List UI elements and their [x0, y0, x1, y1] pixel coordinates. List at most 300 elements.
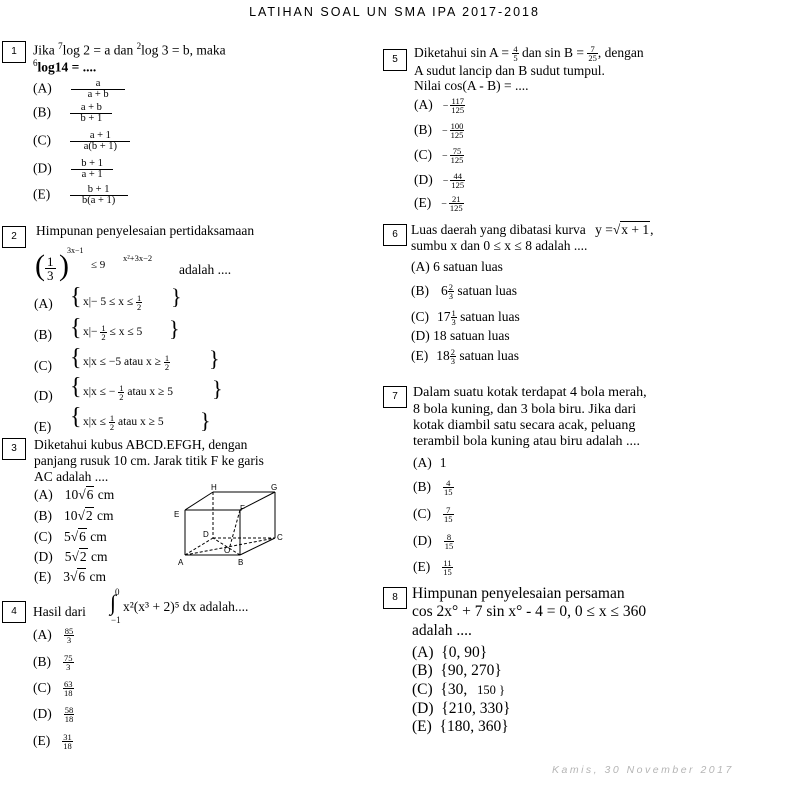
comma: ,: [650, 222, 654, 237]
sqrt-sign: √: [70, 529, 79, 544]
fraction: [62, 733, 73, 750]
q1-base-2: 2: [136, 41, 142, 51]
denominator: 3: [448, 291, 453, 302]
option-label: (A): [34, 296, 53, 311]
denominator: 15: [444, 514, 453, 525]
coefficient: 5: [64, 529, 71, 544]
denominator: 2: [164, 362, 170, 372]
fraction: [70, 131, 130, 152]
denominator: 2: [137, 302, 142, 312]
q8-stem-line1: Himpunan penyelesaian persaman: [412, 585, 625, 602]
minus-sign: −: [442, 176, 449, 187]
q4-option-a[interactable]: [33, 627, 74, 644]
option-label: (D): [34, 549, 53, 564]
q1-stem-d: log14 = ....: [37, 59, 97, 75]
q1-stem-c: log 3 = b, maka: [141, 42, 226, 58]
exponent-1: 3x−1: [67, 246, 84, 255]
option-label: (C): [412, 681, 433, 698]
q8-stem-line3: adalah ....: [412, 622, 472, 639]
option-label: (E): [411, 348, 429, 363]
set-text: x|x ≤ −5 atau x ≥: [83, 356, 161, 369]
q4-option-e[interactable]: [33, 733, 73, 750]
denominator: b + 1: [80, 113, 103, 124]
coefficient: 3: [63, 569, 70, 584]
denominator: a + 1: [81, 169, 103, 180]
denominator: a(b + 1): [83, 141, 118, 152]
edge-ad: [185, 538, 213, 555]
numerator: 58: [64, 705, 74, 716]
option-label: (E): [34, 569, 52, 584]
q6-option-e[interactable]: [411, 348, 519, 365]
option-label: (D): [413, 533, 432, 548]
le-nine: ≤ 9: [91, 259, 106, 271]
q3-option-b[interactable]: [34, 508, 114, 524]
fraction: [70, 185, 128, 206]
denominator: 18: [64, 688, 73, 699]
option-label: (C): [33, 132, 51, 148]
q5-stem-a: Diketahui sin A =: [414, 45, 509, 60]
numerator: 7: [443, 506, 454, 515]
paren-close: ): [59, 249, 69, 282]
fraction: [448, 283, 454, 300]
page-title: LATIHAN SOAL UN SMA IPA 2017-2018: [249, 5, 540, 19]
q7-option-b[interactable]: [413, 479, 454, 496]
q4-option-c[interactable]: [33, 680, 74, 697]
fraction: [109, 414, 115, 431]
whole: 6: [433, 259, 440, 274]
numerator: 75: [450, 147, 465, 156]
q7-option-d[interactable]: [413, 533, 454, 550]
brace-open: {: [70, 374, 82, 400]
sqrt-sign: √: [77, 508, 85, 523]
numerator: a + 1: [70, 131, 130, 142]
q1-base-7: 7: [58, 41, 63, 51]
q8-option-c[interactable]: [412, 681, 505, 699]
option-label: (C): [34, 358, 52, 373]
q3-option-e[interactable]: [34, 569, 106, 585]
segment-fo: [230, 510, 240, 546]
q4-stem: [33, 588, 333, 628]
set-text-after: ≤ x ≤ 5: [109, 326, 143, 339]
fraction: [71, 79, 125, 100]
brace-close: }: [212, 376, 223, 401]
q5-stem-line1: [414, 45, 644, 62]
numerator: b + 1: [71, 159, 113, 170]
label-f: F: [240, 504, 245, 513]
set-text: x|−: [83, 326, 98, 339]
fraction: [164, 354, 170, 371]
numerator: b + 1: [70, 185, 128, 196]
q6-stem-a: Luas daerah yang dibatasi kurva: [411, 222, 586, 237]
integrand: x²(x³ + 2)⁵ dx adalah....: [123, 599, 249, 614]
label-h: H: [211, 483, 217, 492]
option-label: (D): [34, 388, 53, 403]
numerator: 1: [119, 383, 124, 393]
q8-option-a[interactable]: [412, 644, 487, 662]
question-number-8: 8: [383, 587, 407, 609]
question-number-3: 3: [2, 438, 26, 460]
q6-stem-line2: sumbu x dan 0 ≤ x ≤ 8 adalah ....: [411, 238, 588, 253]
denominator: a + b: [87, 89, 109, 100]
q3-stem-line2: panjang rusuk 10 cm. Jarak titik F ke garis: [34, 453, 264, 468]
option-label: (E): [34, 419, 52, 434]
question-number-6: 6: [383, 224, 407, 246]
label-d: D: [203, 530, 209, 539]
q1-stem-b: log 2 = a dan: [62, 42, 134, 58]
denominator: 3: [47, 268, 54, 283]
set-text-after: atau x ≥ 5: [127, 386, 173, 399]
whole: 17: [437, 309, 451, 324]
q5-option-c[interactable]: [414, 147, 464, 164]
option-text: {90, 270}: [440, 662, 502, 679]
q5-option-b[interactable]: [414, 122, 464, 139]
fraction: [100, 324, 106, 341]
whole: 6: [441, 283, 448, 298]
q7-stem-line3: kotak diambil satu secara acak, peluang: [413, 418, 636, 433]
fraction: [443, 506, 454, 523]
q5-stem-b: dan sin B =: [522, 45, 584, 60]
numerator: 1: [109, 413, 115, 423]
integral-sign: ∫: [110, 590, 117, 615]
set-expression: [83, 294, 142, 311]
q7-option-e[interactable]: [413, 559, 453, 576]
fraction: [443, 479, 454, 496]
option-label: (A): [33, 627, 52, 642]
option-label: (E): [33, 733, 51, 748]
integral-lower: −1: [111, 615, 121, 625]
q3-option-d[interactable]: [34, 549, 108, 565]
option-label: (D): [33, 160, 52, 176]
question-number-7: 7: [383, 386, 407, 408]
option-label: (A): [34, 487, 53, 502]
radicand: 6: [78, 569, 86, 584]
radicand: 6: [86, 487, 94, 502]
fraction: [70, 103, 112, 124]
q5-stem-line2: A sudut lancip dan B sudut tumpul.: [414, 63, 605, 78]
option-label: (E): [412, 718, 432, 735]
sqrt-sign: √: [71, 549, 79, 564]
option-text: {0, 90}: [441, 644, 488, 661]
numerator: 7: [587, 45, 598, 54]
unit: satuan luas: [443, 259, 503, 274]
numerator: 1: [451, 308, 456, 319]
denominator: b(a + 1): [81, 195, 116, 206]
fraction: [450, 122, 465, 139]
fraction: [444, 533, 455, 550]
q2-tail: adalah ....: [179, 262, 232, 277]
fraction: [450, 172, 465, 189]
q1-option-a[interactable]: [33, 79, 125, 100]
option-label: (A): [33, 80, 52, 96]
option-label: (A): [412, 644, 434, 661]
option-label: (D): [411, 328, 430, 343]
option-label: (B): [414, 122, 432, 137]
option-text: {30,: [440, 681, 468, 698]
sqrt-sign: √: [612, 222, 621, 237]
fraction: [136, 294, 142, 311]
label-c: C: [277, 533, 283, 542]
set-expression: [83, 384, 173, 401]
q5-stem-line3: Nilai cos(A - B) = ....: [414, 78, 529, 93]
edge-fg: [240, 492, 275, 510]
fraction: [64, 706, 75, 723]
numerator: 2: [450, 347, 455, 358]
fraction: [442, 559, 453, 576]
integral-upper: 0: [115, 587, 120, 597]
q3-stem-line1: Diketahui kubus ABCD.EFGH, dengan: [34, 437, 248, 452]
brace-close: }: [171, 284, 182, 309]
brace-close: }: [169, 316, 180, 341]
option-label: (A): [411, 259, 430, 274]
fraction-sin-a: [512, 45, 518, 62]
set-expression: [83, 354, 170, 371]
q1-option-b[interactable]: [33, 103, 112, 124]
q3-option-a[interactable]: [34, 487, 114, 503]
sqrt-sign: √: [70, 569, 78, 584]
q4-option-b[interactable]: [33, 654, 74, 671]
denominator: 15: [444, 487, 453, 498]
whole: 1: [439, 455, 447, 470]
exponent-2: x²+3x−2: [123, 253, 153, 263]
q7-stem-line2: 8 bola kuning, dan 3 bola biru. Jika dari: [413, 402, 637, 417]
radicand: x + 1: [621, 222, 650, 237]
denominator: 18: [63, 741, 72, 752]
option-label: (D): [414, 172, 433, 187]
set-expression: [83, 414, 164, 431]
option-label: (B): [33, 104, 51, 120]
numerator: 75: [64, 653, 73, 664]
denominator: 18: [64, 714, 74, 725]
numerator: 100: [450, 121, 464, 132]
q5-stem-c: , dengan: [597, 45, 644, 60]
brace-open: {: [70, 315, 82, 341]
denominator: 3: [450, 356, 455, 367]
brace-open: {: [70, 345, 82, 371]
q3-option-c[interactable]: [34, 529, 107, 545]
q2-stem: Himpunan penyelesaian pertidaksamaan: [36, 223, 255, 238]
denominator: 25: [588, 53, 597, 64]
fraction: [451, 309, 457, 326]
fraction: [63, 680, 74, 697]
minus-sign: −: [441, 199, 447, 210]
brace-close: }: [209, 346, 220, 371]
option-label: (E): [413, 559, 431, 574]
sqrt-sign: √: [78, 487, 86, 502]
option-label: (B): [34, 508, 52, 523]
numerator: 4: [443, 479, 454, 488]
denominator: 3: [66, 662, 71, 673]
label-o: O: [224, 546, 231, 555]
option-text: {210, 330}: [441, 700, 511, 717]
numerator: 4: [513, 44, 518, 55]
denominator: 125: [449, 203, 463, 214]
denominator: 125: [451, 105, 465, 116]
fraction: [450, 97, 465, 114]
coefficient: 5: [64, 549, 72, 564]
radicand: 2: [85, 508, 93, 523]
denominator: 2: [109, 422, 115, 432]
denominator: 15: [443, 567, 452, 578]
label-b: B: [238, 558, 244, 567]
option-label: (E): [33, 186, 51, 202]
q4-stem-text: Hasil dari: [33, 604, 86, 619]
numerator: 44: [450, 172, 465, 181]
option-label: (B): [412, 662, 433, 679]
fraction: [449, 195, 464, 212]
denominator: 125: [450, 130, 464, 141]
q5-option-a[interactable]: [414, 97, 465, 114]
fraction: [118, 384, 124, 401]
option-label: (D): [33, 706, 52, 721]
option-text: {180, 360}: [439, 718, 509, 735]
q6-option-c[interactable]: [411, 309, 520, 326]
denominator: 125: [450, 155, 464, 166]
coefficient: 10: [64, 508, 78, 523]
numerator: 1: [101, 323, 106, 333]
question-number-4: 4: [2, 601, 26, 623]
option-label: (A): [414, 97, 433, 112]
label-a: A: [178, 558, 184, 567]
unit: satuan luas: [457, 283, 517, 298]
denominator: 125: [451, 180, 465, 191]
numerator: a: [71, 79, 125, 90]
unit: cm: [97, 508, 114, 523]
numerator: 1: [47, 254, 54, 269]
minus-sign: −: [442, 126, 448, 137]
denominator: 2: [119, 392, 124, 402]
q1-stem-a: Jika: [33, 42, 55, 58]
minus-sign: −: [442, 151, 448, 162]
fraction: [450, 147, 465, 164]
brace-open: {: [70, 404, 82, 430]
q1-option-e[interactable]: [33, 185, 128, 206]
unit: satuan luas: [450, 328, 510, 343]
option-label: (C): [34, 529, 52, 544]
q6-option-b[interactable]: [411, 283, 517, 300]
unit: satuan luas: [460, 309, 520, 324]
q3-stem-line3: AC adalah ....: [34, 469, 109, 484]
option-label: (B): [413, 479, 431, 494]
numerator: 8: [444, 533, 455, 542]
denominator: 2: [101, 332, 106, 342]
numerator: 21: [449, 195, 464, 204]
base-fraction: [45, 255, 56, 282]
q6-option-d[interactable]: [411, 328, 510, 344]
label-g: G: [271, 483, 278, 492]
q8-option-b[interactable]: [412, 662, 502, 680]
q7-stem-line4: terambil bola kuning atau biru adalah ....: [413, 434, 641, 449]
edge-bc: [240, 538, 275, 555]
paren-open: (: [35, 249, 45, 282]
numerator: 11: [443, 558, 452, 569]
option-label: (A): [413, 455, 432, 470]
brace-open: {: [70, 284, 82, 310]
option-label: (B): [33, 654, 51, 669]
set-text: x|− 5 ≤ x ≤: [83, 296, 134, 309]
radicand: 6: [79, 529, 86, 544]
q1-option-d[interactable]: [33, 159, 113, 180]
unit: cm: [97, 487, 115, 502]
q1-base-6: 6: [33, 58, 38, 68]
set-expression: [83, 324, 142, 341]
fraction: [450, 348, 456, 365]
whole: 18: [436, 348, 450, 363]
unit: cm: [91, 549, 108, 564]
q5-option-e[interactable]: [414, 195, 464, 212]
edge-eh: [185, 492, 213, 510]
q7-option-a[interactable]: [413, 455, 447, 471]
set-text: x|x ≤ −: [83, 386, 116, 399]
brace-close: }: [200, 408, 211, 433]
minus-sign: −: [442, 101, 449, 112]
option-label: (C): [411, 309, 429, 324]
numerator: 1: [164, 353, 170, 363]
q4-option-d[interactable]: [33, 706, 74, 723]
cube-diagram: [170, 480, 295, 570]
label-e: E: [174, 510, 180, 519]
option-label: (B): [411, 283, 429, 298]
whole: 18: [433, 328, 447, 343]
denominator: 3: [451, 317, 456, 328]
option-label: (D): [412, 700, 434, 717]
denominator: 3: [66, 635, 72, 646]
radicand: 2: [79, 549, 87, 564]
unit: cm: [90, 529, 107, 544]
q1-stem-line2: [33, 56, 96, 75]
option-label: (C): [33, 680, 51, 695]
denominator: 5: [513, 53, 518, 64]
q5-option-d[interactable]: [414, 172, 465, 189]
q8-option-e[interactable]: [412, 718, 509, 736]
q6-stem-line1: [411, 222, 653, 237]
question-number-5: 5: [383, 49, 407, 71]
question-number-2: 2: [2, 226, 26, 248]
q8-stem-line2: cos 2x° + 7 sin x° - 4 = 0, 0 ≤ x ≤ 360: [412, 603, 647, 620]
curve-y: y =: [595, 222, 613, 237]
unit: cm: [89, 569, 107, 584]
set-text: x|x ≤: [83, 416, 106, 429]
option-label: (B): [34, 327, 52, 342]
q6-option-a[interactable]: [411, 259, 503, 275]
q7-option-c[interactable]: [413, 506, 454, 523]
question-number-1: 1: [2, 41, 26, 63]
q8-option-d[interactable]: [412, 700, 510, 718]
denominator: 15: [444, 541, 454, 552]
numerator: 2: [448, 282, 453, 293]
unit: satuan luas: [459, 348, 519, 363]
q1-stem-line1: [33, 39, 226, 58]
coefficient: 10: [64, 487, 79, 502]
option-label: (E): [414, 195, 432, 210]
numerator: a + b: [70, 103, 112, 114]
option-label: (C): [414, 147, 432, 162]
footer-date: Kamis, 30 November 2017: [552, 764, 734, 776]
numerator: 117: [451, 96, 464, 107]
fraction: [63, 654, 74, 671]
set-text-after: atau x ≥ 5: [118, 416, 164, 429]
fraction-sin-b: [587, 45, 598, 62]
numerator: 63: [64, 679, 73, 690]
option-label: (C): [413, 506, 431, 521]
numerator: 1: [137, 293, 142, 303]
fraction: [71, 159, 113, 180]
fraction: [64, 627, 75, 644]
numerator: 85: [64, 626, 74, 637]
option-text-extra: 150 }: [477, 683, 505, 697]
q1-option-c[interactable]: [33, 131, 130, 152]
numerator: 31: [63, 732, 72, 743]
q7-stem-line1: Dalam suatu kotak terdapat 4 bola merah,: [413, 385, 647, 400]
